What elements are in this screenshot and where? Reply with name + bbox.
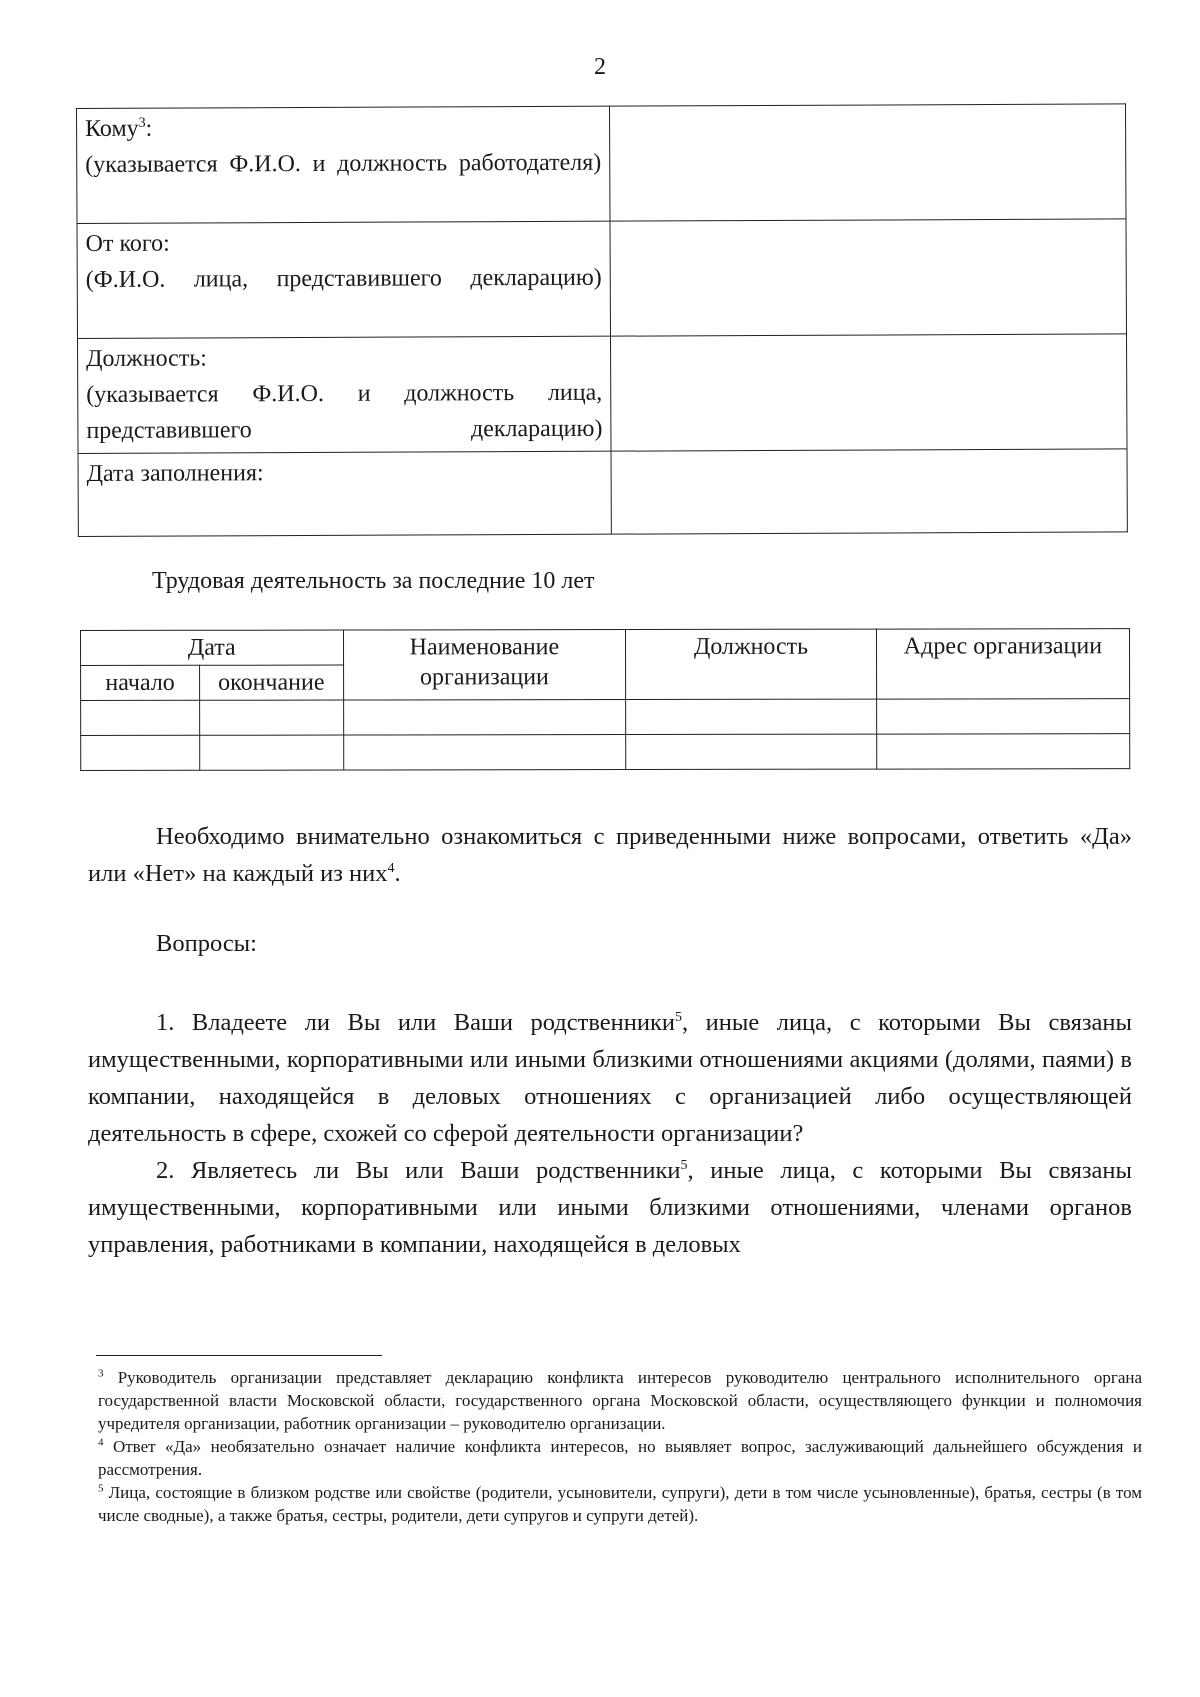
header-row-position	[78, 334, 1127, 454]
instructions-text: Необходимо внимательно ознакомиться с приведенными ниже вопросами, ответить «Да» или «Нет» на каждый из них	[88, 823, 1132, 887]
position-column-header: Должность	[626, 629, 877, 699]
position-cell[interactable]	[626, 699, 877, 734]
work-history-table	[80, 628, 1130, 771]
organization-cell[interactable]	[343, 735, 626, 770]
address-column-header: Адрес организации	[876, 629, 1129, 699]
footnote-3-number: 3	[98, 1367, 104, 1380]
footnote-3	[98, 1366, 1142, 1435]
questions-heading: Вопросы:	[156, 930, 257, 957]
start-date-cell[interactable]	[81, 735, 200, 770]
question-2-continuation: , иные лица, с которыми Вы связаны имущественными, корпоративными или иными близкими отношениями, членами органов управления, работниками в компании, находящейся в деловых	[88, 1157, 1132, 1258]
sender-description: (Ф.И.О. лица, представившего декларацию)	[85, 264, 602, 293]
footnote-4-number: 4	[98, 1436, 104, 1449]
footnotes	[98, 1366, 1142, 1527]
end-date-column-header: окончание	[200, 665, 344, 700]
table-row	[81, 734, 1130, 771]
position-cell[interactable]	[626, 734, 877, 769]
work-history-header-row	[81, 629, 1130, 666]
footnote-5	[98, 1481, 1142, 1527]
date-column-header: Дата	[81, 630, 344, 665]
recipient-label-cell	[77, 106, 610, 223]
date-label-cell	[78, 451, 611, 536]
footnote-4	[98, 1435, 1142, 1481]
footnote-5-text: Лица, состоящие в близком родстве или свойстве (родители, усыновители, супруги), дети в том числе усыновленные), братья, сестры (в том числе сводные), а также братья, сестры, родители, дети супругов и супруги детей).	[98, 1483, 1143, 1525]
position-label-cell	[78, 336, 611, 453]
header-row-sender	[77, 219, 1126, 339]
footnote-ref-5: 5	[675, 1009, 682, 1025]
recipient-title	[85, 109, 601, 147]
position-value-cell[interactable]	[611, 334, 1127, 451]
work-history-title: Трудовая деятельность за последние 10 лет	[152, 568, 595, 594]
position-description: (указывается Ф.И.О. и должность лица, представившего декларацию)	[86, 379, 603, 444]
date-value-cell[interactable]	[611, 449, 1127, 534]
header-row-recipient	[77, 104, 1126, 224]
question-2-text: 2. Являетесь ли Вы или Ваши родственники	[156, 1157, 681, 1184]
start-date-cell[interactable]	[81, 700, 200, 735]
footnote-5-number: 5	[98, 1482, 104, 1495]
end-date-cell[interactable]	[200, 700, 344, 735]
question-1-continuation: , иные лица, с которыми Вы связаны имущественными, корпоративными или иными близкими отношениями акциями (долями, паями) в компании, находящейся в деловых отношениях с организацией либо осуществляющей деятельность в сфере, схожей со сферой деятельности организации?	[88, 1009, 1132, 1147]
organization-column-header: Наименование организации	[343, 630, 626, 700]
sender-label-cell	[77, 221, 610, 338]
declaration-header-table	[76, 103, 1128, 537]
end-date-cell[interactable]	[200, 735, 344, 770]
header-row-date	[78, 449, 1127, 537]
sender-value-cell[interactable]	[610, 219, 1126, 336]
position-title: Должность:	[86, 345, 207, 372]
table-row	[81, 699, 1130, 736]
address-cell[interactable]	[876, 734, 1129, 769]
recipient-description: (указывается Ф.И.О. и должность работодателя)	[85, 149, 602, 178]
page-number: 2	[594, 54, 606, 80]
question-1-text: 1. Владеете ли Вы или Ваши родственники	[156, 1009, 675, 1036]
recipient-title-text: Кому	[85, 115, 139, 142]
organization-cell[interactable]	[343, 700, 626, 735]
footnote-ref-4: 4	[387, 860, 395, 876]
questions-list	[88, 1004, 1132, 1263]
instructions-paragraph	[88, 818, 1132, 892]
question-2	[88, 1152, 1132, 1263]
instructions-end: .	[394, 860, 401, 887]
start-date-column-header: начало	[81, 665, 200, 700]
recipient-title-suffix: :	[145, 115, 153, 142]
footnote-3-text: Руководитель организации представляет декларацию конфликта интересов руководителю центрального исполнительного органа государственной власти Московской области, государственного органа Московской области, осуществляющего функции и полномочия учредителя организации, работник организации – руководителю организации.	[98, 1368, 1143, 1433]
address-cell[interactable]	[876, 699, 1129, 734]
date-title: Дата заполнения:	[86, 460, 264, 487]
footnote-ref-5: 5	[680, 1157, 688, 1173]
footnote-4-text: Ответ «Да» необязательно означает наличие конфликта интересов, но выявляет вопрос, заслуживающий дальнейшего обсуждения и рассмотрения.	[98, 1437, 1142, 1479]
footnote-ref-3: 3	[138, 115, 146, 131]
question-1	[88, 1004, 1132, 1152]
recipient-value-cell[interactable]	[609, 104, 1125, 221]
footnote-divider	[96, 1355, 382, 1356]
sender-title: От кого:	[85, 230, 170, 257]
